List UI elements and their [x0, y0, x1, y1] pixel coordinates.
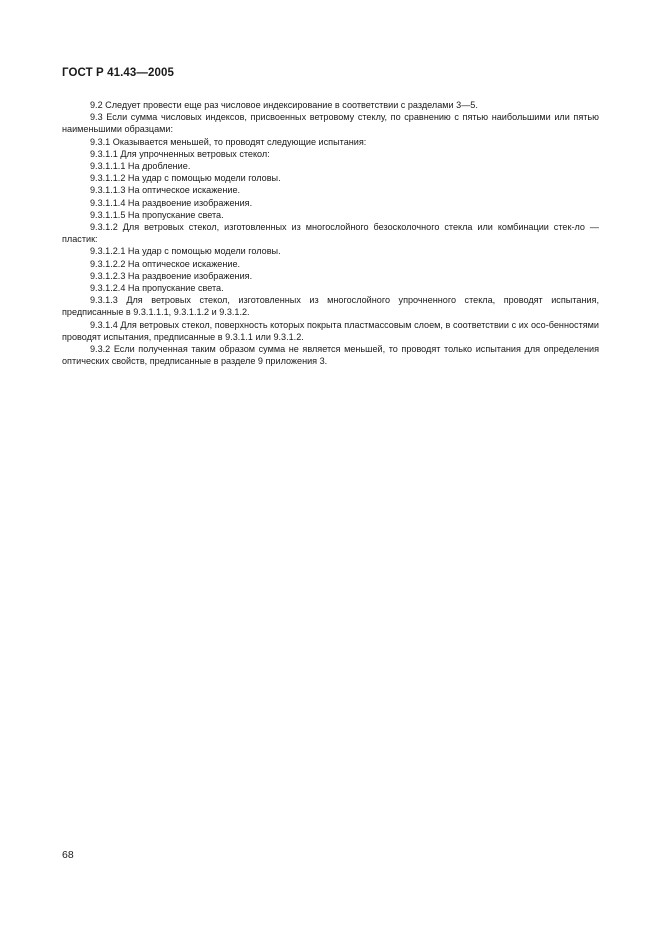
paragraph-9-3-1-1-5: 9.3.1.1.5 На пропускание света.	[90, 209, 224, 220]
paragraph-9-3-2: 9.3.2 Если полученная таким образом сумма не является меньшей, то проводят только испытания для определения оптических свойств, предписанные в разделе 9 приложения 3.	[62, 344, 599, 367]
paragraph-9-3-1-2: 9.3.1.2 Для ветровых стекол, изготовленных из многослойного безосколочного стекла или комбинации стек-ло — пластик:	[62, 222, 599, 245]
document-body	[62, 99, 599, 367]
paragraph-9-3-1-1-1: 9.3.1.1.1 На дробление.	[90, 161, 191, 172]
paragraph-9-3-1-1-3: 9.3.1.1.3 На оптическое искажение.	[90, 185, 241, 196]
paragraph-9-3-1-2-4: 9.3.1.2.4 На пропускание света.	[90, 283, 224, 294]
paragraph-9-3-1-2-3: 9.3.1.2.3 На раздвоение изображения.	[90, 270, 253, 281]
paragraph-9-3-1-4: 9.3.1.4 Для ветровых стекол, поверхность которых покрыта пластмассовым слоем, в соответствии с их осо-бенностями проводят испытания, предписанные в 9.3.1.1 или 9.3.1.2.	[62, 319, 599, 342]
paragraph-9-3-1-1-2: 9.3.1.1.2 На удар с помощью модели головы.	[90, 173, 281, 184]
paragraph-9-3-1-2-2: 9.3.1.2.2 На оптическое искажение.	[90, 258, 241, 269]
paragraph-9-3-1-1: 9.3.1.1 Для упрочненных ветровых стекол:	[90, 148, 270, 159]
paragraph-9-3-1-1-4: 9.3.1.1.4 На раздвоение изображения.	[90, 197, 253, 208]
paragraph-9-3-1-2-1: 9.3.1.2.1 На удар с помощью модели головы.	[90, 246, 281, 257]
paragraph-9-3-1-3: 9.3.1.3 Для ветровых стекол, изготовленных из многослойного упрочненного стекла, проводят испытания, предписанные в 9.3.1.1.1, 9.3.1.1.2 и 9.3.1.2.	[62, 295, 599, 318]
page-number: 68	[62, 849, 74, 861]
document-header: ГОСТ Р 41.43—2005	[62, 67, 174, 79]
paragraph-9-2: 9.2 Следует провести еще раз числовое индексирование в соответствии с разделами 3—5.	[90, 100, 478, 110]
paragraph-9-3-1: 9.3.1 Оказывается меньшей, то проводят следующие испытания:	[90, 136, 367, 147]
paragraph-9-3: 9.3 Если сумма числовых индексов, присвоенных ветровому стеклу, по сравнению с пятью наибольшими или пятью наименьшими образцами:	[62, 112, 599, 135]
